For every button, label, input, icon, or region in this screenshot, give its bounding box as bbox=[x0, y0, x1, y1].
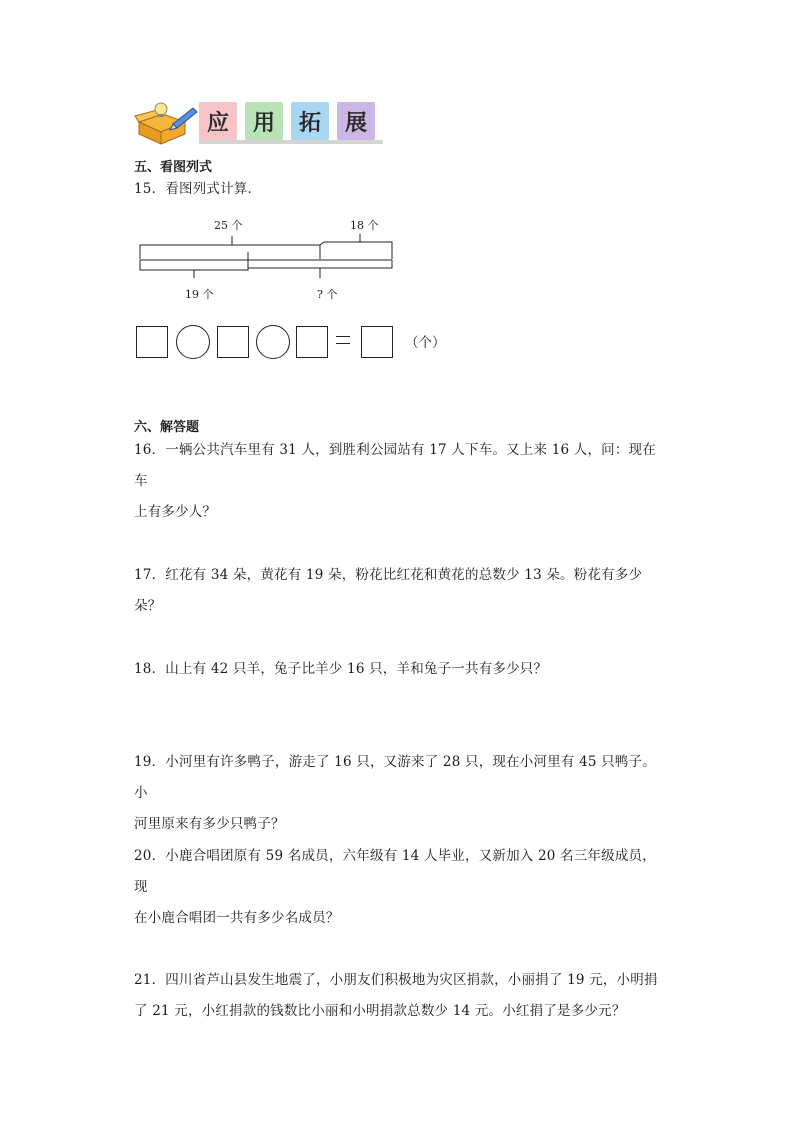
label-bottom-right: ? 个 bbox=[317, 288, 338, 301]
label-top-right: 18 个 bbox=[350, 219, 379, 232]
banner-tile-text: 用 bbox=[252, 110, 275, 136]
segment-diagram bbox=[134, 212, 404, 307]
operator-circle-2[interactable] bbox=[256, 325, 290, 359]
label-bottom-left: 19 个 bbox=[185, 288, 214, 301]
answer-box-1[interactable] bbox=[136, 326, 168, 358]
label-top-left: 25 个 bbox=[214, 219, 243, 232]
question-line: 上有多少人？ bbox=[134, 504, 217, 520]
section-banner bbox=[133, 100, 403, 148]
equals-sign bbox=[336, 336, 350, 344]
question-line: 河里原来有多少只鸭子？ bbox=[134, 816, 285, 832]
question-line: 了 21 元，小红捐款的钱数比小丽和小明捐款总数少 14 元。小红捐了是多少元？ bbox=[134, 1003, 626, 1019]
banner-tile-4 bbox=[337, 102, 375, 140]
banner-tile-2 bbox=[245, 102, 283, 140]
banner-tile-text: 展 bbox=[344, 110, 367, 136]
lightbulb-box-pencil-icon bbox=[133, 100, 199, 146]
question-16 bbox=[134, 435, 664, 528]
question-line: 17．红花有 34 朵，黄花有 19 朵，粉花比红花和黄花的总数少 13 朵。粉花有多少朵？ bbox=[134, 567, 643, 614]
banner-tile-3 bbox=[291, 102, 329, 140]
question-line: 16．一辆公共汽车里有 31 人，到胜利公园站有 17 人下车。又上来 16 人，问：现在车 bbox=[134, 442, 656, 489]
banner-tile-text: 应 bbox=[206, 110, 229, 136]
banner-tile-1 bbox=[199, 102, 237, 140]
question-21 bbox=[134, 965, 664, 1027]
result-box[interactable] bbox=[361, 326, 393, 358]
unit-label: （个） bbox=[405, 335, 446, 351]
question-line: 19．小河里有许多鸭子，游走了 16 只，又游来了 28 只，现在小河里有 45 只鸭子。小 bbox=[134, 754, 656, 801]
section-title: 六、解答题 bbox=[134, 420, 200, 435]
question-17 bbox=[134, 560, 664, 622]
question-18 bbox=[134, 654, 664, 685]
banner-shadow bbox=[199, 140, 383, 144]
question-line: 21．四川省芦山县发生地震了，小朋友们积极地为灾区捐款，小丽捐了 19 元，小明捐 bbox=[134, 972, 658, 988]
question-line: 18．山上有 42 只羊，兔子比羊少 16 只，羊和兔子一共有多少只？ bbox=[134, 661, 548, 677]
answer-box-2[interactable] bbox=[217, 326, 249, 358]
question-15: 15．看图列式计算． bbox=[134, 181, 262, 197]
question-line: 20．小鹿合唱团原有 59 名成员，六年级有 14 人毕业，又新加入 20 名三年级成员，现 bbox=[134, 848, 656, 895]
section-title: 五、看图列式 bbox=[134, 160, 213, 175]
question-20 bbox=[134, 841, 664, 934]
answer-box-3[interactable] bbox=[296, 326, 328, 358]
question-19 bbox=[134, 747, 664, 840]
question-line: 在小鹿合唱团一共有多少名成员？ bbox=[134, 910, 340, 926]
banner-tile-text: 拓 bbox=[298, 110, 321, 136]
operator-circle-1[interactable] bbox=[176, 325, 210, 359]
